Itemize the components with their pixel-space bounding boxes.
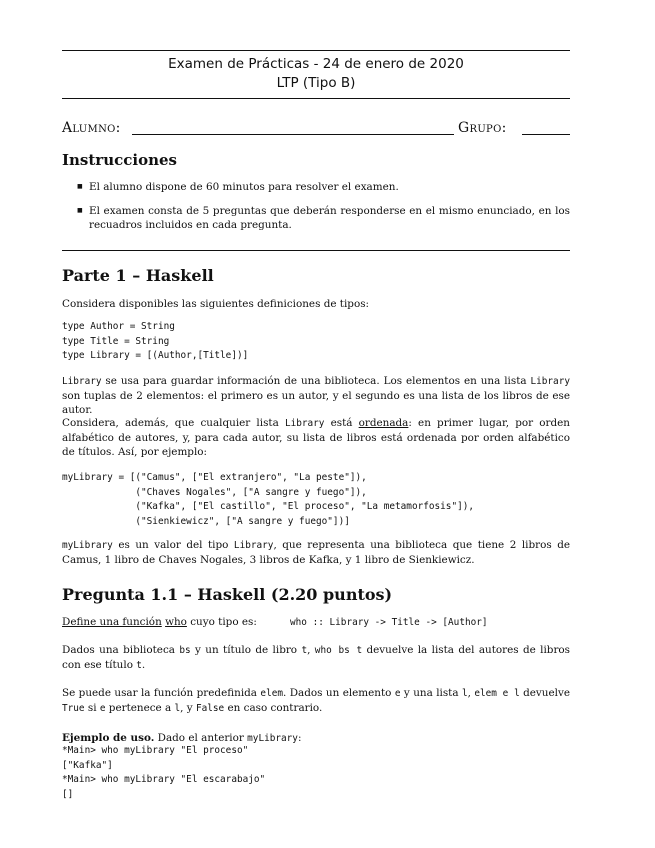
group-label: Grupo: xyxy=(458,120,507,136)
top-rule xyxy=(62,50,570,51)
student-line xyxy=(62,120,570,138)
instructions-heading: Instrucciones xyxy=(62,151,177,169)
group-blank[interactable] xyxy=(522,134,570,135)
header-bottom-rule xyxy=(62,98,570,99)
define-function-line: Define una función who cuyo tipo es: xyxy=(62,616,257,628)
elem-description: Se puede usar la función predefinida elem. Dados un elemento e y una lista l, elem e l devuelve True si e pertenece a l, y False en caso contrario. xyxy=(62,687,570,714)
usage-example-code: *Main> who myLibrary "El proceso" ["Kafka"] *Main> who myLibrary "El escarabajo" [] xyxy=(62,745,266,800)
question-heading: Pregunta 1.1 – Haskell (2.20 puntos) xyxy=(62,585,393,604)
instructions-list xyxy=(62,180,570,242)
usage-heading-line: Ejemplo de uso. Dado el anterior myLibrary: xyxy=(62,732,302,744)
instructions-bottom-rule xyxy=(62,250,570,251)
instruction-item: ■ El alumno dispone de 60 minutos para resolver el examen. xyxy=(89,180,570,194)
ordered-description: Considera, además, que cualquier lista Library está ordenada: en primer lugar, por orden alfabético de autores, y, para cada autor, su lista de libros está ordenada por orden alfabético de títulos. Así, por ejemplo: xyxy=(62,417,570,458)
exam-subtitle: LTP (Tipo B) xyxy=(276,75,356,91)
exam-title: Examen de Prácticas - 24 de enero de 2020 xyxy=(168,56,464,72)
library-description: Library se usa para guardar información de una biblioteca. Los elementos en una lista Library son tuplas de 2 elementos: el primero es un autor, y el segundo es una lista de los libros de ese autor. xyxy=(62,375,570,416)
part1-intro: Considera disponibles las siguientes definiciones de tipos: xyxy=(62,298,370,310)
type-definitions: type Author = String type Title = String type Library = [(Author,[Title])] xyxy=(62,321,249,362)
student-name-blank[interactable] xyxy=(132,134,454,135)
example-library-code: myLibrary = [("Camus", ["El extranjero", "La peste"]), ("Chaves Nogales", ["A sangre y fuego"]), ("Kafka", ["El castillo", "El proceso", "La metamorfosis"]), ("Sienkiewicz", ["A sangre y fuego"])] xyxy=(62,472,475,527)
function-signature: who :: Library -> Title -> [Author] xyxy=(290,617,488,628)
part1-heading: Parte 1 – Haskell xyxy=(62,266,214,285)
function-description: Dados una biblioteca bs y un título de libro t, who bs t devuelve la lista del autores de libros con ese título t. xyxy=(62,644,571,671)
instruction-item: ■ El examen consta de 5 preguntas que deberán responderse en el mismo enunciado, en los recuadros incluidos en cada pregunta. xyxy=(89,204,570,232)
example-description: myLibrary es un valor del tipo Library, que representa una biblioteca que tiene 2 libros de Camus, 1 libro de Chaves Nogales, 3 libros de Kafka, y 1 libro de Sienkiewicz. xyxy=(62,539,570,566)
student-label: Alumno: xyxy=(62,120,121,136)
